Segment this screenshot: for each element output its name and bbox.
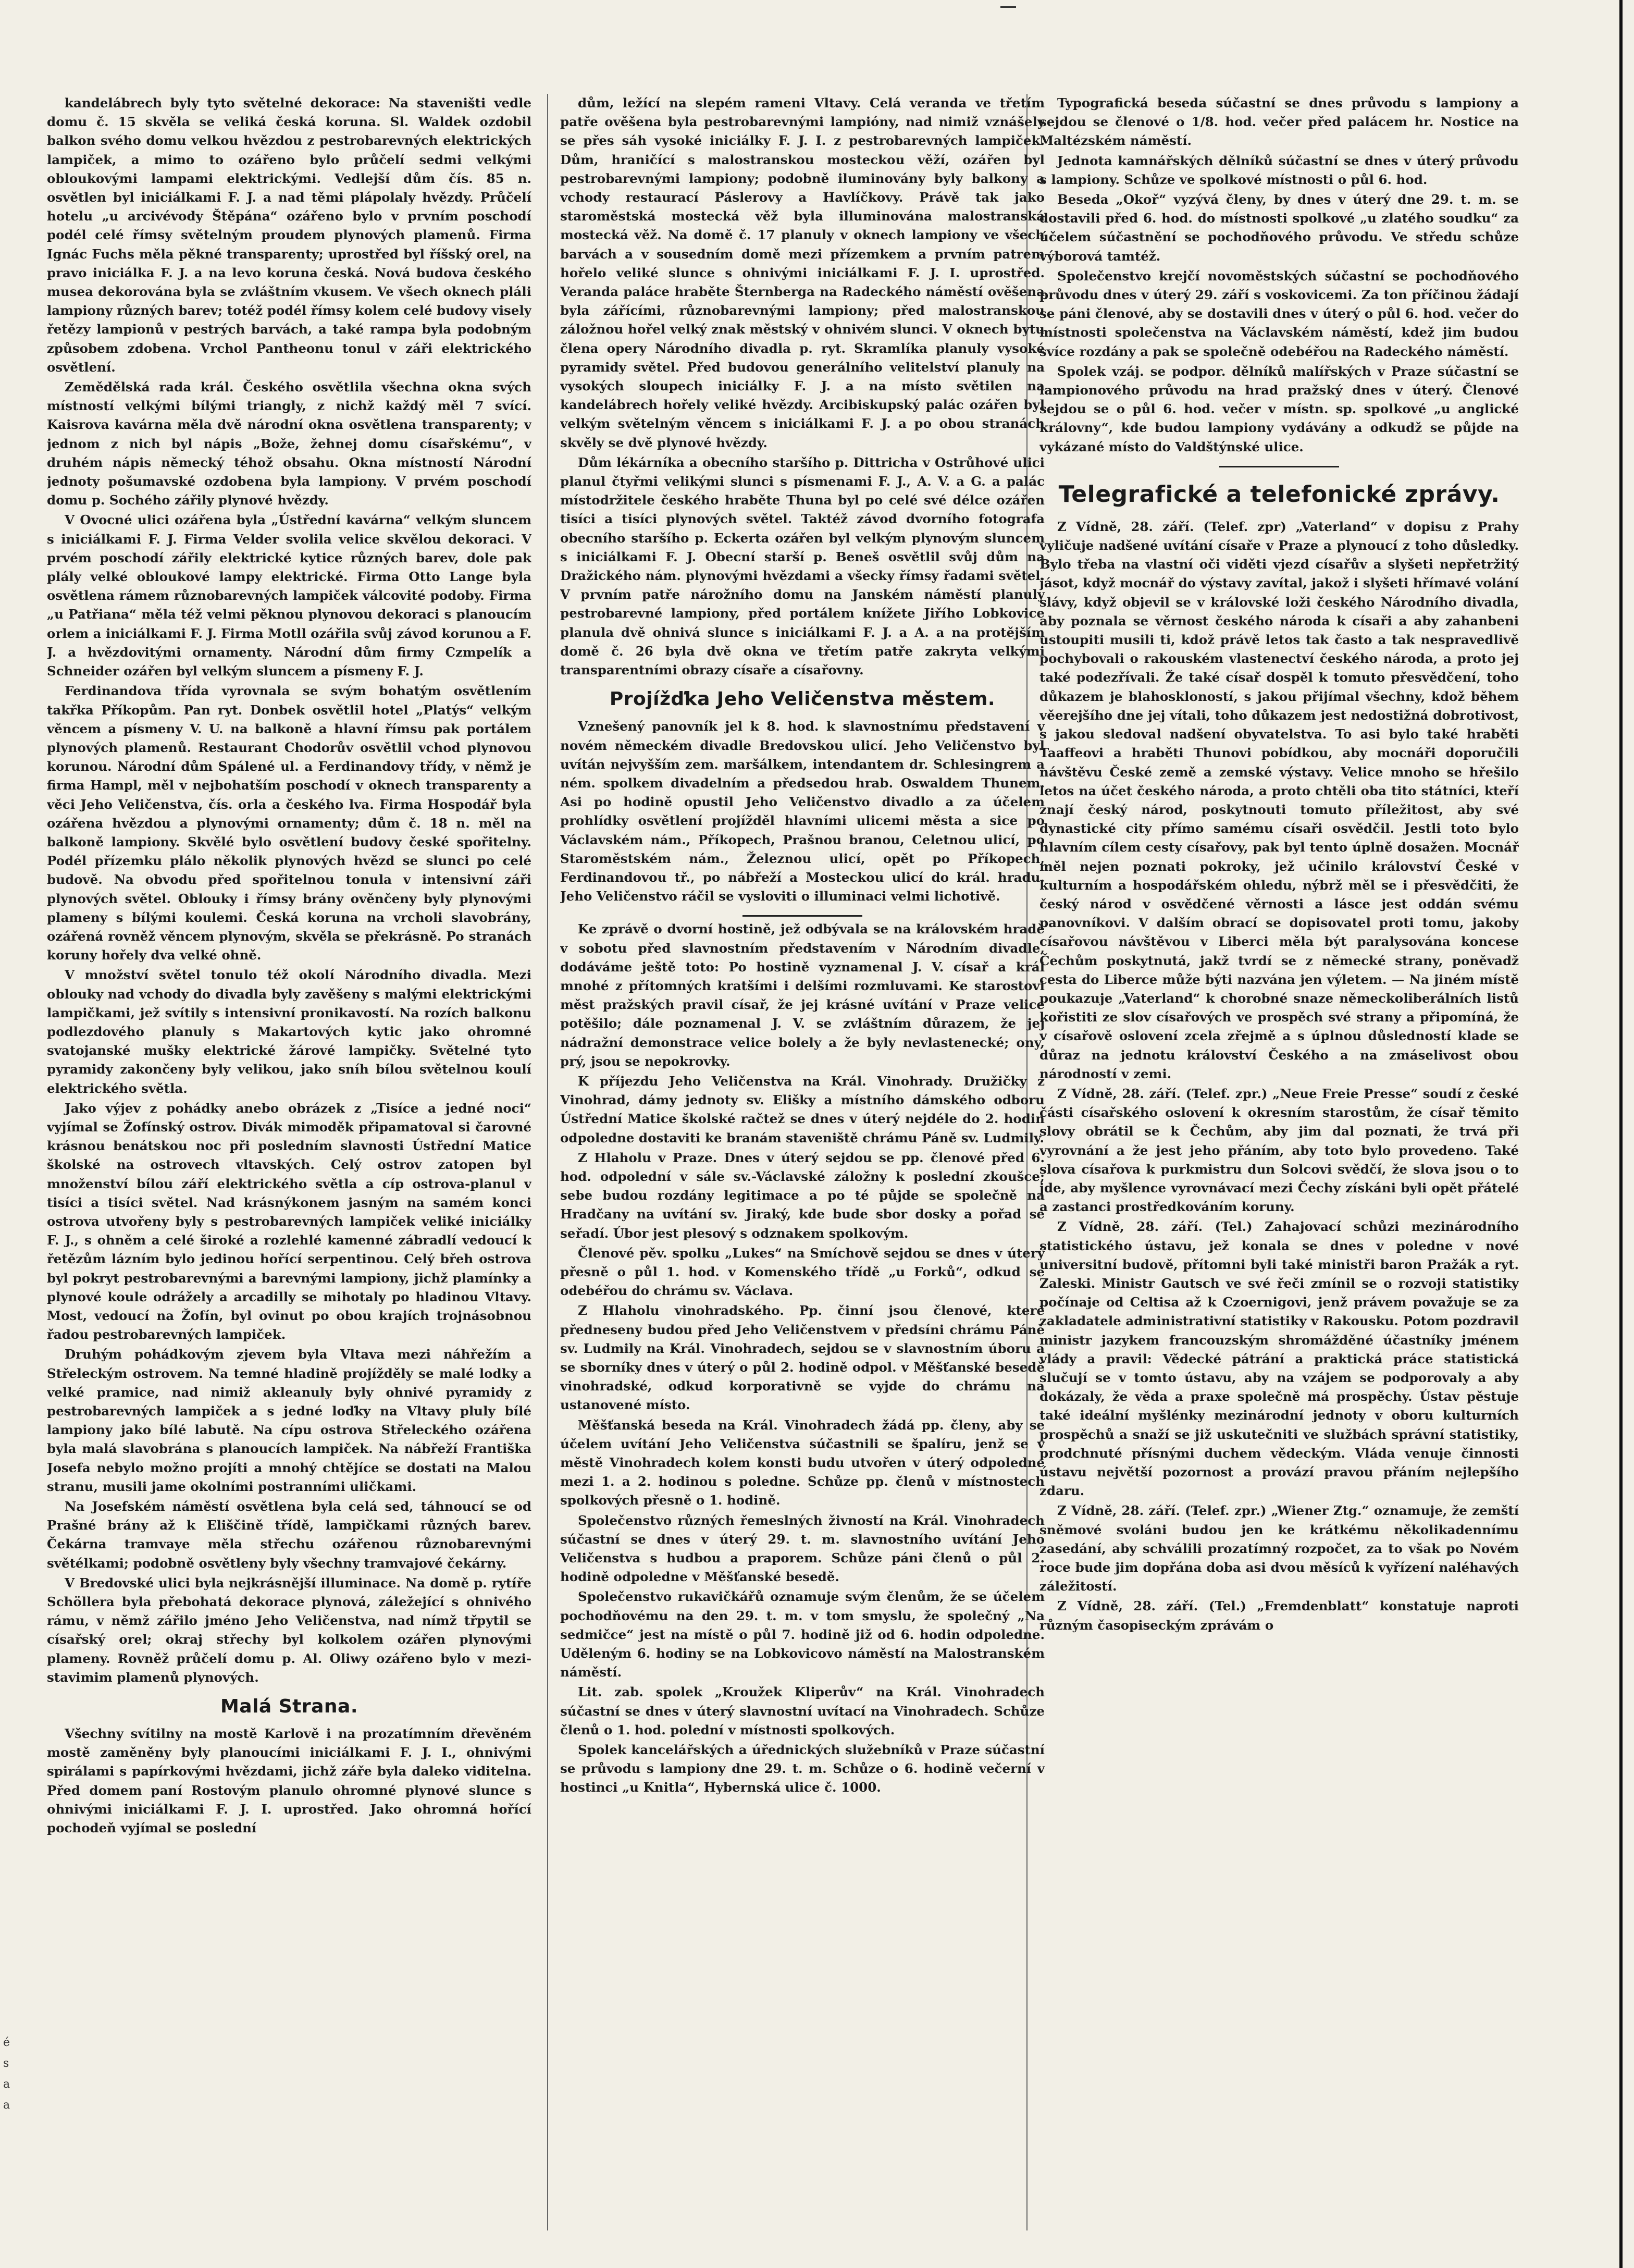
notice-paragraph: Spolek kancelářských a úřednických služebníků v Praze súčastní se průvodu s lampiony dne 29. t. m. Schůze o 6. hodině večerní v hostinci „u Knitla“, Hybernská ulice č. 1000. (560, 1742, 1045, 1795)
section-heading-mala-strana: Malá Strana. (220, 1696, 358, 1718)
article-paragraph: Zemědělská rada král. Českého osvětlila všechna okna svých místností velkými bílými triangly, z nichž každý měl 7 svící. Kaisrova kavárna měla dvě národní okna osvětlena transparenty; v jednom z nich byl nápis „Bože, žehnej domu císařskému“, v druhém nápis německý téhož obsahu. Okna místností Národní jednoty pošumavské ozdobena byla lampiony. V prvém poschodí domu p. Sochého zářily plynové hvězdy. (47, 379, 531, 508)
article-paragraph: V Ovocné ulici ozářena byla „Ústřední kavárna“ velkým sluncem s iniciálkami F. J. Firma Velder svolila velice skvělou dekoraci. V prvém poschodí zářily elektrické kytice různých barev, dole pak plály velké obloukové lampy elektrické. Firma Otto Lange byla osvětlena rámem různobarevných lampiček válcovité podoby. Firma „u Patřiana“ měla též velmi pěknou plynovou dekoraci s planoucím orlem a iniciálkami F. J. Firma Motll ozářila svůj závod korunou a F. J. a hvězdovitými ornamenty. Národní dům firmy Czmpelík a Schneider ozářen byl velkým sluncem a písmeny F. J. (47, 512, 531, 679)
margin-marks (3, 2032, 14, 2116)
notice-paragraph: Jednota kamnářských dělníků súčastní se dnes v úterý průvodu s lampiony. Schůze ve spolkové místnosti o půl 6. hod. (1039, 153, 1519, 187)
notice-paragraph: Společenstvo krejčí novoměstských súčastní se pochodňového průvodu dnes v úterý 29. září s voskovicemi. Za ton příčinou žádají se páni členové, aby se dostavili dnes v úterý o půl 6. hod. večer do místnosti společenstva na Václavském náměstí, kdež jim budou svíce rozdány a pak se společně odebéřou na Radeckého náměstí. (1039, 268, 1519, 359)
margin-mark: é (3, 2036, 10, 2049)
notice-paragraph: Z Hlaholu v Praze. Dnes v úterý sejdou se pp. členové před 6. hod. odpolední v sále sv.-Václavské záložny k poslední zkoušce; sebe budou rozdány legitimace a po té půjde se společně na Hradčany na uvítání sv. Jiraký, kde bude sbor dosky a pořad se seřadí. Úbor jest plesový s odznakem spolkovým. (560, 1150, 1045, 1241)
notice-paragraph: Členové pěv. spolku „Lukes“ na Smíchově sejdou se dnes v úterý přesně o půl 1. hod. v Komenského třídě „u Forků“, odkud se odebéřou do chrámu sv. Václava. (560, 1245, 1045, 1299)
page-edge-rule (1619, 0, 1623, 2268)
notice-paragraph: Ke zprávě o dvorní hostině, jež odbývala se na královském hradě v sobotu před slavnostním představením v Národním divadle, dodáváme ještě toto: Po hostině vyznamenal J. V. císař a král mnohé z přítomných kratšími i delšími rozmluvami. Ke starostovi měst pražských pravil císař, že jej krásné uvítání v Praze velice potěšilo; dále poznamenal J. V. se zvláštním důrazem, že jej nádražní demonstrace velice bolely a že byly nevlastenecké; ony, prý, jsou se nepokrovky. (560, 921, 1045, 1069)
notice-paragraph: Beseda „Okoř“ vyzývá členy, by dnes v úterý dne 29. t. m. se dostavili před 6. hod. do místnosti spolkové „u zlatého soudku“ za účelem súčastnění se pochodňového průvodu. Ve středu schůze výborová tamtéž. (1039, 192, 1519, 264)
article-paragraph: Vznešený panovník jel k 8. hod. k slavnostnímu představení v novém německém divadle Bredovskou ulicí. Jeho Veličenstvo byl uvítán nejvyšším zem. maršálkem, intendantem dr. Schlesingrem a ném. spolkem divadelním a předsedou hrab. Oswaldem Thunem. Asi po hodině opustil Jeho Veličenstvo divadlo a za účelem prohlídky osvětlení projížděl hlavními ulicemi města a sice po Václavském nám., Příkopech, Prašnou branou, Celetnou ulicí, po Staroměstském nám., Železnou ulicí, opět po Příkopech, Ferdinandovou tř., po nábřeží a Mosteckou ulicí do král. hradu. Jeho Veličenstvo ráčil se vysloviti o illuminaci velmi lichotivě. (560, 719, 1045, 904)
notice-paragraph: Typografická beseda súčastní se dnes průvodu s lampiony a sejdou se členové o 1/8. hod. večer před palácem hr. Nostice na Maltézském náměstí. (1039, 95, 1519, 149)
margin-mark: a (3, 2099, 10, 2112)
column-1 (47, 94, 531, 2236)
section-separator (1219, 466, 1339, 467)
section-separator (742, 915, 862, 917)
notice-paragraph: Z Hlaholu vinohradského. Pp. činní jsou členové, které předneseny budou před Jeho Veličenstvem v předsíni chrámu Páně sv. Ludmily na Král. Vinohradech, sejdou se v slavnostním úboru a se sborníky dnes v úterý o půl 2. hodině odpol. v Měšťanské besedě vinohradské, odkud korporativně se vyjde do chrámu na ustanovené místo. (560, 1303, 1045, 1413)
article-paragraph: kandelábrech byly tyto světelné dekorace: Na staveništi vedle domu č. 15 skvěla se veliká česká koruna. Sl. Waldek ozdobil balkon svého domu velkou hvězdou z pestrobarevných elektrických lampiček, a mimo to ozářeno bylo průčelí sedmi velkými obloukovými lampami elektrickými. Vedlejší dům čís. 85 n. osvětlen byl iniciálkami F. J. a nad těmi plápolaly hvězdy. Průčelí hotelu „u arcivévody Štěpána“ ozářeno bylo v prvním poschodí podél celé římsy světelným proudem plynových plamenů. Firma Ignác Fuchs měla pěkné transparenty; uprostřed byl říšský orel, na pravo iniciálka F. J. a na levo koruna česká. Nová budova českého musea dekorována byla se zvláštním vkusem. Ve všech oknech pláli lampiony různých barev; totéž podél římsy kolem celé budovy visely řetězy lampionů v pestrých barvách, a také rampa byla podobným způsobem zdobena. Vrchol Pantheonu tonul v záři elektrického osvětlení. (47, 95, 531, 375)
notice-paragraph: Spolek vzáj. se podpor. dělníků malířských v Praze súčastní se lampionového průvodu na hrad pražský dnes v úterý. Členové sejdou se o půl 6. hod. večer v místn. sp. spolkové „u anglické královny“, kde budou lampiony vydávány a odkudž se půjde na vykázané místo do Valdštýnské ulice. (1039, 363, 1519, 454)
notice-paragraph: Měšťanská beseda na Král. Vinohradech žádá pp. členy, aby se účelem uvítání Jeho Veličenstva súčastnili se špalíru, jenž se v městě Vinohradech kolem konsti budu utvořen v úterý odpoledne mezi 1. a 2. hodinou s poledne. Schůze pp. členů v místnostech spolkových přesně o 1. hodině. (560, 1417, 1045, 1508)
telegram-paragraph: Z Vídně, 28. září. (Telef. zpr) „Vaterland“ v dopisu z Prahy vyličuje nadšené uvítání císaře v Praze a plynoucí z toho důsledky. Bylo třeba na vlastní oči viděti vjezd císařův a slyšeti nepřetržitý jásot, když mocnář do výstavy zavítal, jakož i slyšeti hřímavé volání slávy, když objevil se v královské loži českého Národního divadla, aby poznala se věrnost českého národa k císaři a aby zahanbeni ustoupiti musili ti, kdož právě letos tak často a tak nespravedlivě pochybovali o rakouském vlastenectví českého národa, a proto jej také podezřívali. Že také císař dospěl k tomuto přesvědčení, toho důkazem je blahoskloností, s jakou přijímal všechny, kdož během věerejšího dne jej vítali, toho důkazem jest nedostižná dobrotivost, s jakou sledoval nadšení obyvatelstva. To asi bylo také hraběti Taaffeovi a hraběti Thunovi pobídkou, aby mocnáři doporučili návštěvu České země a zemské výstavy. Velice mnoho se hřešilo letos na účet českého národa, a proto chtěli oba tito státníci, kteří znají český národ, poskytnouti tomuto příležitost, aby své dynastické city přímo samému císaři osvědčil. Jestli toto bylo hlavním cílem cesty císařovy, pak byl tento úplně dosažen. Mocnář měl nejen poznati pokroky, jež učinilo království České v kulturním a hospodářském ohledu, nýbrž měl se i přesvědčiti, že český národ v osvědčené věrnosti a lásce jest oddán svému panovníkovi. V dalším obrací se dopisovatel proti tomu, jakoby císařovou návštěvou v Liberci měla být paralysována koncese Čechům poskytnutá, jakž tvrdí se z německé strany, poněvadž cesta do Liberce může býti nazvána jen výletem. — Na jiném místě poukazuje „Vaterland“ k chorobné snaze německoliberálních listů kořistiti ze slov císařových ve prospěch své strany a připomíná, že v císařově oslovení zcela zřejmě a s úplnou důsledností klade se důraz na jednotu království Českého a na zmáselivost obou národností v zemi. (1039, 519, 1519, 1081)
telegram-paragraph: Z Vídně, 28. září. (Telef. zpr.) „Neue Freie Presse“ soudí z české části císařského oslovení k okresním starostům, že císař těmito slovy obrátil se k Čechům, aby jim dal poznati, že trvá při vyrovnání a že jest jeho přáním, aby toto bylo provedeno. Také slova císařova k purkmistru dun Solcovi svědčí, že slova jsou o to jde, aby myšlence vyrovnávací mezi Čechy získáni byli opět přátelé a zastanci prostředkováním koruny. (1039, 1086, 1519, 1215)
notice-paragraph: Lit. zab. spolek „Kroužek Kliperův“ na Král. Vinohradech súčastní se dnes v úterý slavnostní uvítací na Vinohradech. Schůze členů o 1. hod. polední v místnosti spolkových. (560, 1684, 1045, 1737)
column-3 (1039, 94, 1519, 2236)
print-mark (1000, 6, 1016, 8)
article-paragraph: Na Josefském náměstí osvětlena byla celá sed, táhnoucí se od Prašné brány až k Eliščině třídě, lampičkami různých barev. Čekárna tramvaye měla střechu ozářenou různobarevnými světélkami; podobně osvětleny byly všechny tramvajové čekárny. (47, 1499, 531, 1571)
article-paragraph: V Bredovské ulici byla nejkrásnější illuminace. Na domě p. rytíře Schöllera byla přebohatá dekorace plynová, záležející s ohnivého rámu, v němž zářilo jméno Jeho Veličenstva, nad nímž třpytil se císařský orel; okraj střechy byl kolkolem ozářen plynovými plameny. Rovněž průčelí domu p. Al. Oliwy ozářeno bylo v mezi-stavimim plamenů plynových. (47, 1575, 531, 1685)
section-heading-projizdka: Projížďka Jeho Veličenstva městem. (609, 688, 996, 710)
article-paragraph: Ferdinandova třída vyrovnala se svým bohatým osvětlením takřka Příkopům. Pan ryt. Donbek osvětlil hotel „Platýs“ velkým věncem a písmeny V. U. na balkoně a hlavní římsu pak portálem plynových plamenů. Restaurant Chodorův osvětlil vchod plynovou korunou. Národní dům Spálené ul. a Ferdinandovy třídy, v němž je firma Hampl, měl v nejbohatším poschodí v oknech transparenty a věci Jeho Veličenstva, čís. orla a českého lva. Firma Hospodář byla ozářena hvězdou a plynovými ornamenty; dům č. 18 n. měl na balkoně lampiony. Skvělé bylo osvětlení budovy české spořitelny. Podél přízemku plálo několik plynových hvězd se slunci po celé budově. Na obvodu před spořitelnou tonula v intensivní záři plynových světel. Oblouky i římsy brány ověnčeny byly plynovými plameny s bílými koulemi. Česká koruna na vrcholi slavobrány, ozářená rovněž věncem plynovým, skvěla se překrásně. Po stranách koruny hořely dva velké ohně. (47, 683, 531, 963)
article-paragraph: Všechny svítilny na mostě Karlově i na prozatímním dřevěném mostě zaměněny byly planoucími iniciálkami F. J. I., ohnivými spirálami s papírkovými hvězdami, jichž záře byla daleko viditelna. Před domem paní Rostovým planulo ohromné plynové slunce s ohnivými iniciálkami F. J. I. uprostřed. Jako ohromná hořící pochodeň vyjímal se poslední (47, 1726, 531, 1836)
article-paragraph: V množství světel tonulo též okolí Národního divadla. Mezi oblouky nad vchody do divadla byly zavěšeny s malými elektrickými lampičkami, jež svítily s intensivní pronikavostí. Na rozích balkonu podlezdového planuly s Makartových kytic jako ohromné svatojanské mušky elektrické žárové lampičky. Světelné tyto pyramidy zakončeny byly velikou, jako sníh bílou světelnou koulí elektrického světla. (47, 967, 531, 1096)
notice-paragraph: Společenstvo rukavičkářů oznamuje svým členům, že se účelem pochodňovému na den 29. t. m. v tom smyslu, že společný „Na sedmičce“ jest na místě o půl 7. hodině již od 6. hodin odpoledne. Uděleným 6. hodiny se na Lobkovicovo náměstí na Malostranském náměstí. (560, 1589, 1045, 1680)
article-paragraph: Jako výjev z pohádky anebo obrázek z „Tisíce a jedné noci“ vyjímal se Žofínský ostrov. Divák mimoděk připamatoval si čarovné krásnou benátskou noc při posledním slavnosti Ústřední Matice školské na ostrovech vltavských. Celý ostrov zatopen byl množenství bílou září elektrického světla a cíp ostrova-planul v tisíci a tisíci světel. Nad krásnýkonem jasným na samém konci ostrova utvořeny byly s pestrobarevných lampiček veliké iniciálky F. J., s ohněm a celé široké a rozlehlé kamenné zábradlí vedoucí k řetězům lázním bylo jedinou hořící serpentinou. Celý břeh ostrova byl pokryt pestrobarevnými a barevnými lampiony, jichž plamínky a plynové koule odrážely a arcadilly se mihotaly po hladinou Vltavy. Most, vedoucí na Žofín, byl ovinut po obou krajích trojnásobnou řadou pestrobarevných lampiček. (47, 1100, 531, 1342)
article-paragraph: Dům lékárníka a obecního staršího p. Dittricha v Ostrůhové ulici planul čtyřmi velikými slunci s písmenami F. J., A. V. a G. a palác místodržitele českého hraběte Thuna byl po celé své délce ozářen tisíci a tisíci plynových světel. Taktéž závod dvorního fotografa obecního staršího p. Eckerta ozářen byl velkým plynovým sluncem s iniciálkami F. J. Obecní starší p. Beneš osvětlil svůj dům na Dražického nám. plynovými hvězdami a všecky římsy řadami světel. V prvním patře nárožního domu na Janském náměstí planuly pestrobarevné lampiony, před portálem knížete Jiřího Lobkovice planula dvě ohnivá slunce s iniciálkami F. J. a A. a na protějším domě č. 26 byla dvě okna ve třetím patře zakryta velkými transparentními obrazy císaře a císařovny. (560, 454, 1045, 678)
margin-mark: a (3, 2078, 10, 2091)
margin-mark: s (3, 2057, 9, 2070)
notice-paragraph: K příjezdu Jeho Veličenstva na Král. Vinohrady. Družičky z Vinohrad, dámy jednoty sv. Elišky a místního dámského odboru Ústřední Matice školské račtež se dnes v úterý nejdéle do 2. hodin odpoledne dostaviti ke branám staveniště chrámu Páně sv. Ludmily. (560, 1073, 1045, 1145)
article-paragraph: Druhým pohádkovým zjevem byla Vltava mezi náhřežím a Střeleckým ostrovem. Na temné hladině projížděly se malé lodky a velké pramice, nad nimiž akleanuly byly ohnivé pyramidy z pestrobarevných lampiček a s jedné loďky na Vltavy pluly bílé lampiony jako bílé labutě. Na cípu ostrova Střeleckého ozářena byla malá slavobrána s planoucích lampiček. Na nábřeží Františka Josefa nebylo možno projíti a mnohý chtějíce se dostati na Malou stranu, musili jame okolními postranními uličkami. (47, 1347, 531, 1494)
section-heading-telegraficke: Telegrafické a telefonické zprávy. (1058, 480, 1500, 508)
column-2 (560, 94, 1045, 2236)
notice-paragraph: Společenstvo různých řemeslných živností na Král. Vinohradech súčastní se dnes v úterý 29. t. m. slavnostního uvítání Jeho Veličenstva s hudbou a praporem. Schůze páni členů o půl 2. hodině odpoledne v Měšťanské besedě. (560, 1512, 1045, 1585)
column-divider (547, 94, 548, 2230)
article-paragraph: dům, ležící na slepém rameni Vltavy. Celá veranda ve třetím patře ověšena byla pestrobarevnými lampióny, nad nimiž vznášely se přes sáh vysoké iniciálky F. J. I. z pestrobarevných lampiček. Dům, hraničící s malostranskou mosteckou věží, ozářen byl pestrobarevnými lampiony; podobně iluminovány byly balkony a vchody restaurací Páslerovy a Havlíčkovy. Právě tak jako staroměstská mostecká věž byla illuminována malostranská mostecká věž. Na domě č. 17 planuly v oknech lampiony ve všech barvách a v sousedním domě mezi přízemkem a prvním patrem hořelo veliké slunce s ohnivými iniciálkami F. J. I. uprostřed. Veranda paláce hraběte Šternberga na Radeckého náměstí ověšena byla zářícími, různobarevnými lampiony; před malostranskou záložnou hořel velký znak městský v ohnivém slunci. V oknech bytu člena opery Národního divadla p. ryt. Skramlíka planuly vysoké pyramidy světel. Před budovou generálního velitelství planuly na vysokých sloupech iniciálky F. J. a na místo světilen na kandelábrech hořely veliké hvězdy. Arcibiskupský palác ozářen byl velkým světelným věncem s iniciálkami F. J. a po obou stranách skvěly se dvě plynové hvězdy. (560, 95, 1045, 450)
telegram-paragraph: Z Vídně, 28. září. (Telef. zpr.) „Wiener Ztg.“ oznamuje, že zemští sněmové svoláni budou jen ke krátkému několikadennímu zasedání, aby schválili prozatímný rozpočet, za to však po Novém roce bude jim dopřána doba asi dvou měsíců k vyřízení naléhavých záležitostí. (1039, 1503, 1519, 1594)
telegram-paragraph: Z Vídně, 28. září. (Tel.) „Fremdenblatt“ konstatuje naproti různým časopiseckým zprávám o (1039, 1598, 1519, 1633)
telegram-paragraph: Z Vídně, 28. září. (Tel.) Zahajovací schůzi mezinárodního statistického ústavu, jež konala se dnes v poledne v nové universitní budově, přítomni byli také ministři baron Pražák a ryt. Zaleski. Ministr Gautsch ve své řeči zmínil se o rozvoji statistiky počínaje od Celtisa až k Czoernigovi, jenž právem považuje se za zakladatele administrativní statistiky v Rakousku. Potom pozdravil ministr jazykem francouzským shromážděné účastníky jménem vlády a pravil: Vědecké pátrání a praktická práce statistická slučují se v tomto ústavu, aby na vzájem se podporovaly a aby dokázaly, že věda a praxe společně má prospěchy. Ústav pěstuje také ideální myšlénky mezinárodní jednoty v oboru kulturních prospěchů a snaží se již uskutečniti ve službách správní statistiky, prodchnuté přísnými duchem vědeckým. Vláda venuje činnosti ústavu největší pozornost a provází pravou přáním nejlepšího zdaru. (1039, 1219, 1519, 1499)
